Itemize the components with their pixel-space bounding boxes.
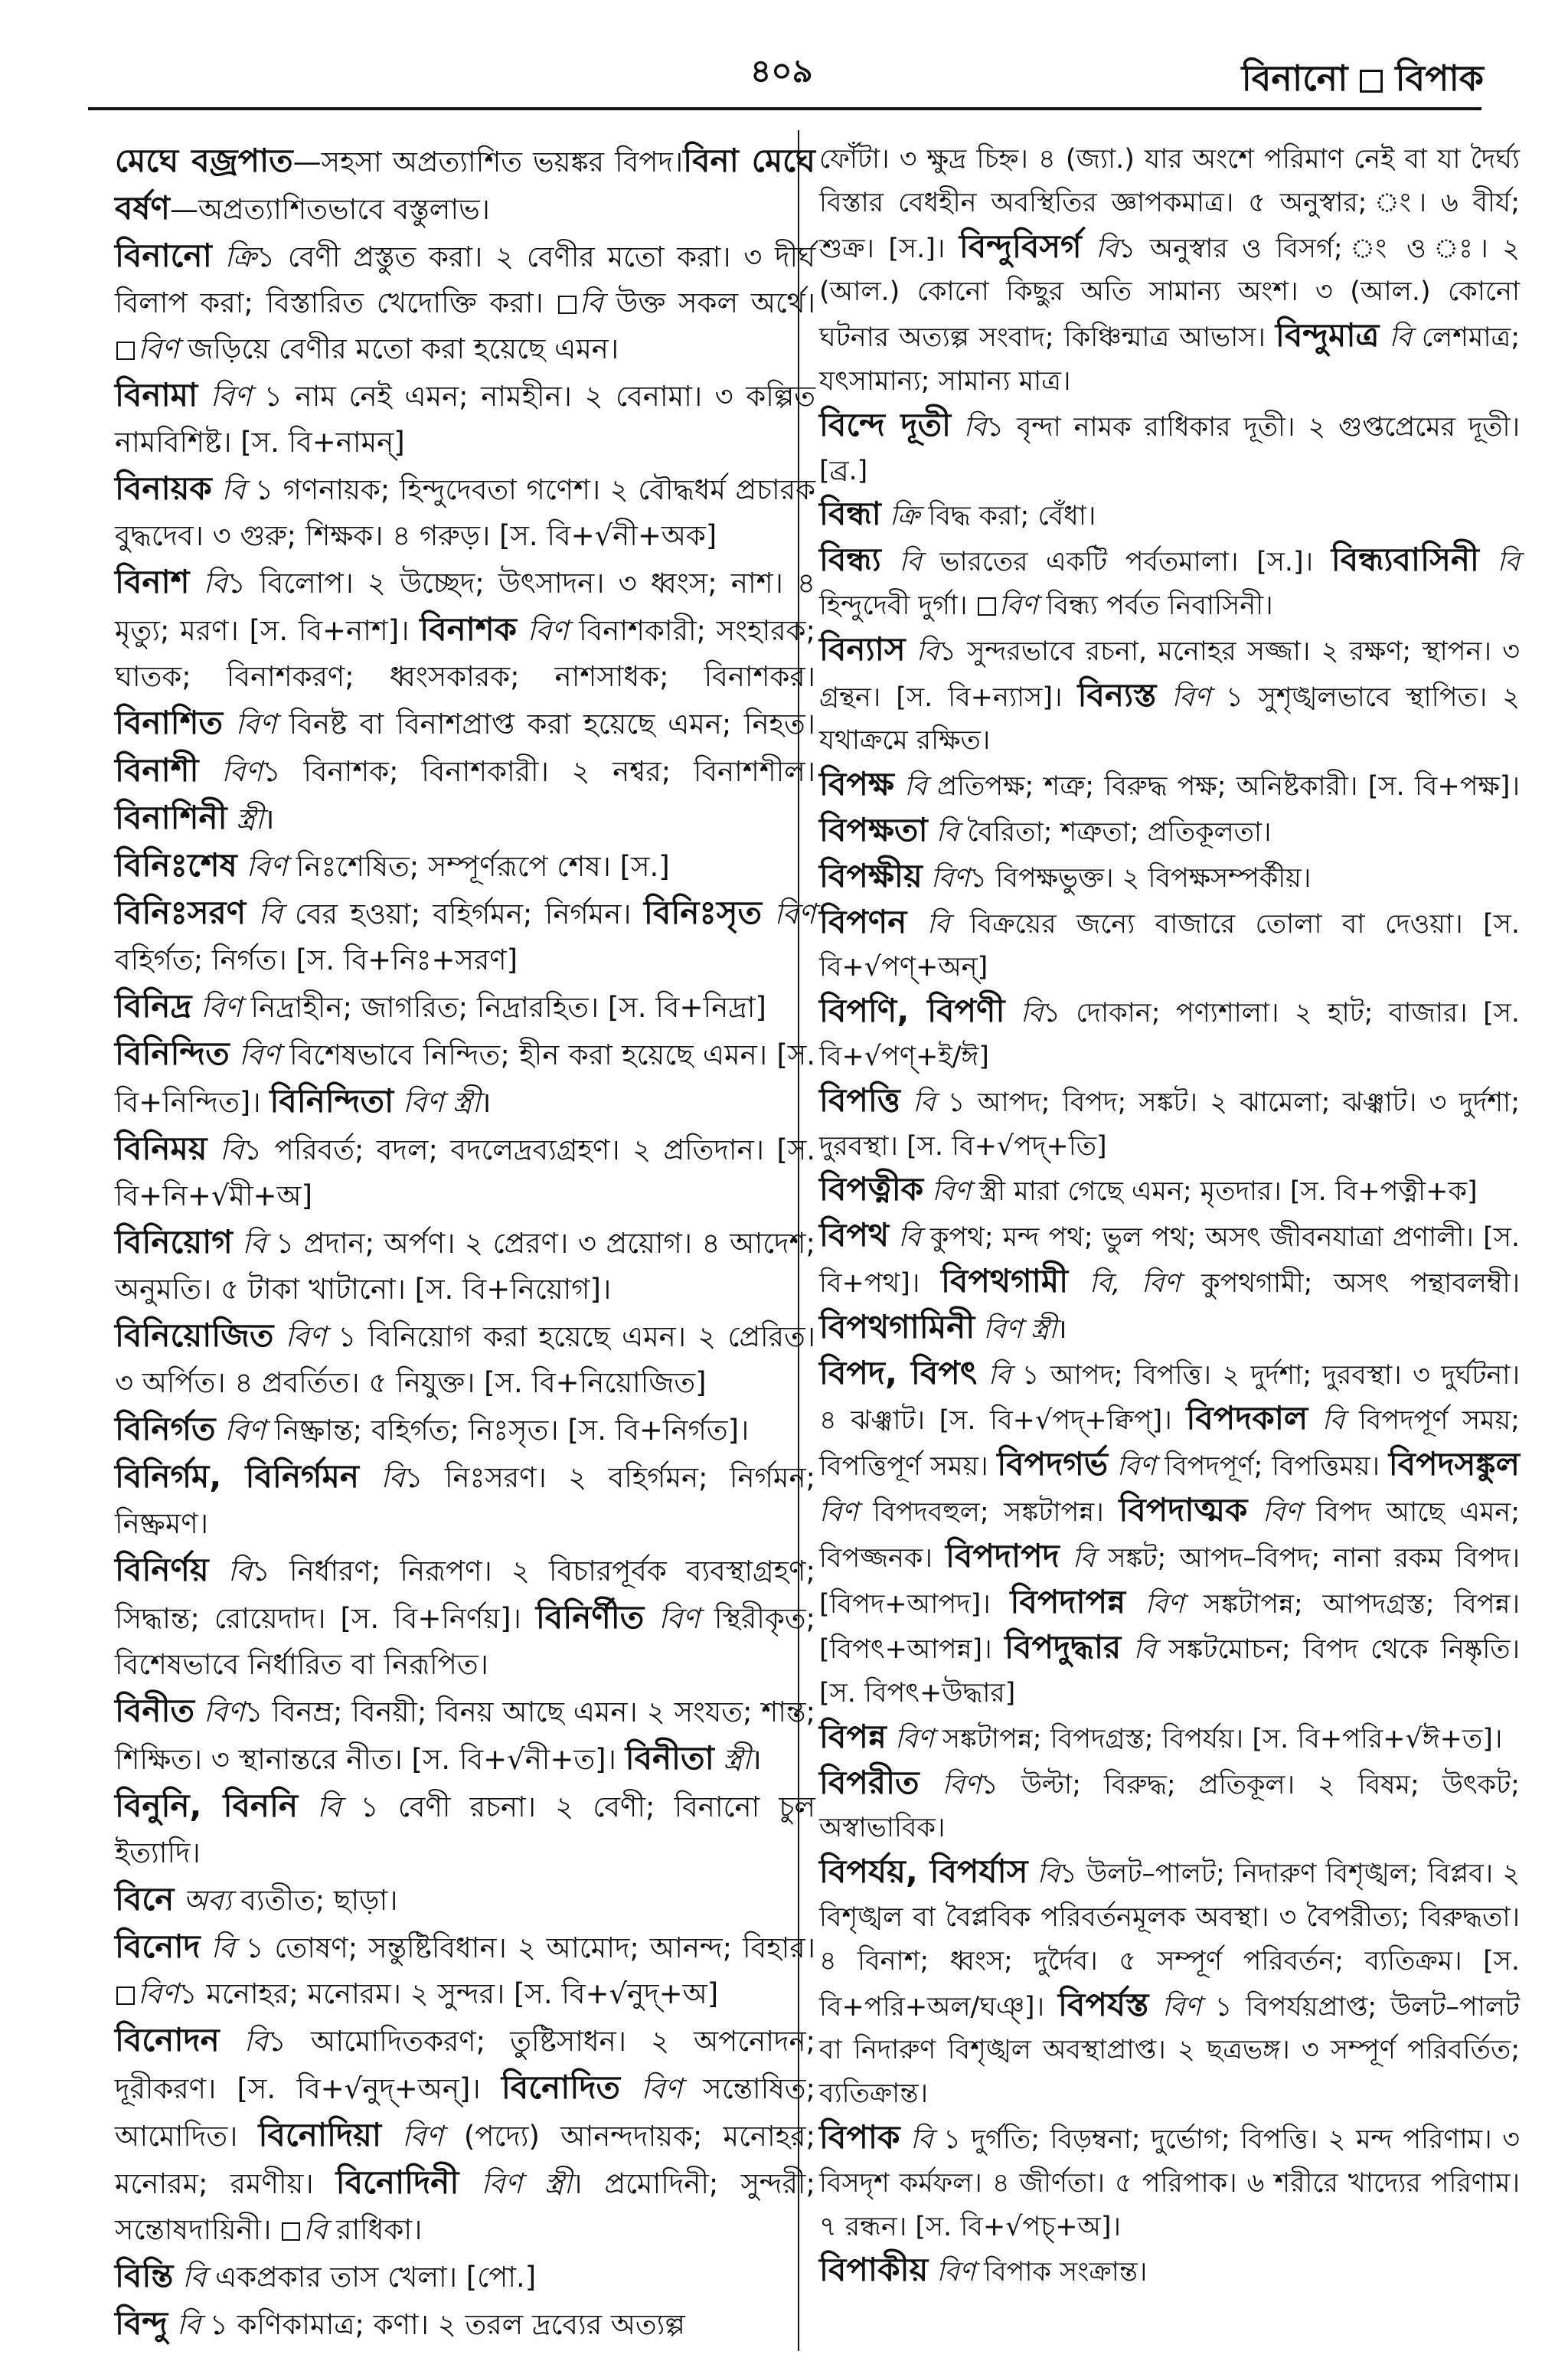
- definition-text: রাধিকা।: [327, 2213, 423, 2246]
- definition-text: ১ তোষণ; সন্তুষ্টিবিধান। ২ আমোদ; আনন্দ; বিহার।: [234, 1931, 815, 1964]
- part-of-speech: বিণ: [381, 2120, 443, 2153]
- headword: বিপাকীয়: [819, 2251, 929, 2289]
- part-of-speech: বিণ: [194, 1695, 245, 1728]
- headword: বিপদসঙ্কুল: [1388, 1445, 1520, 1483]
- definition-text: বিদ্ধ করা; বেঁধা।: [920, 501, 1096, 532]
- headword: বিনিঃসৃত: [643, 894, 763, 931]
- part-of-speech: বিণ: [273, 1320, 327, 1353]
- part-of-speech: বি: [1027, 1859, 1060, 1890]
- part-of-speech: বিণ: [998, 590, 1038, 621]
- dictionary-entry: [115, 2300, 815, 2348]
- headword: বিনির্ণয়: [115, 1551, 209, 1588]
- part-of-speech: বি: [208, 1555, 252, 1588]
- square-box-icon: [116, 1987, 135, 2005]
- part-of-speech: বিণ স্ত্রী: [459, 2167, 573, 2200]
- dictionary-entry: [819, 1715, 1520, 1761]
- part-of-speech: বি: [1379, 322, 1412, 354]
- dictionary-entry: [115, 1547, 815, 1688]
- header-rule: [88, 107, 1481, 110]
- square-box-icon: [1360, 70, 1383, 93]
- headword: বিনিন্দিত: [115, 1035, 230, 1072]
- dictionary-entry: [115, 1454, 815, 1547]
- part-of-speech: বিণ: [198, 755, 263, 788]
- definition-text: ১ আমোদিতকরণ; তুষ্টিসাধন। ২ অপনোদন; দূরীকরণ। [স. বি+√নুদ্+অন্]।: [115, 2025, 815, 2105]
- part-of-speech: বি: [200, 1931, 235, 1964]
- part-of-speech: বিণ: [922, 862, 970, 894]
- part-of-speech: বিণ স্ত্রী: [975, 1313, 1057, 1345]
- part-of-speech: বি: [1478, 547, 1520, 578]
- definition-text: ১ নিঃসরণ। ২ বহির্গমন; নির্গমন; নিষ্ক্রমণ।: [115, 1461, 815, 1540]
- part-of-speech: বি: [168, 2308, 201, 2341]
- headword: বিন্দুবিসর্গ: [959, 227, 1082, 265]
- definition-text: লেশমাত্র; যৎসামান্য; সামান্য মাত্র।: [819, 322, 1520, 397]
- square-box-icon: [558, 296, 577, 314]
- headword: বিনির্গত: [115, 1410, 216, 1447]
- part-of-speech: বি: [1308, 1405, 1345, 1437]
- dictionary-entry: [819, 1850, 1520, 2116]
- definition-text: জড়িয়ে বেণীর মতো করা হয়েছে এমন।: [178, 332, 619, 365]
- dictionary-entry: [819, 855, 1520, 901]
- definition-text: নিদ্রাহীন; জাগরিত; নিদ্রারহিত। [স. বি+নিদ্রা]: [241, 991, 766, 1024]
- part-of-speech: বিণ স্ত্রী: [394, 1086, 481, 1119]
- headword: বিন্ধা: [819, 495, 881, 533]
- guide-word-first: বিনানো: [1241, 57, 1348, 99]
- dictionary-entry: [115, 2017, 815, 2253]
- definition-text: —সহসা অপ্রত্যাশিত ভয়ঙ্কর বিপদ।: [292, 146, 684, 178]
- dictionary-entry: [819, 538, 1520, 628]
- headword: মেঘে বজ্রপাত: [115, 142, 293, 179]
- definition-text: স্থিরীকৃত; বিশেষভাবে নির্ধারিত বা নিরূপিত।: [115, 1602, 815, 1681]
- part-of-speech: বি, বিণ: [1068, 1267, 1181, 1299]
- part-of-speech: বি: [900, 1087, 936, 1118]
- definition-text: নিঃশেষিত; সম্পূর্ণরূপে শেষ। [স.]: [287, 850, 670, 883]
- square-box-icon: [282, 2222, 300, 2241]
- headword: বিনিয়োগ: [115, 1223, 233, 1261]
- dictionary-entry: [115, 1219, 815, 1313]
- headword: বিনোদিনী: [335, 2163, 459, 2201]
- part-of-speech: বিণ: [923, 1176, 971, 1208]
- headword: বিনিঃশেষ: [115, 846, 237, 884]
- headword: বিন্ধ্যবাসিনী: [1331, 541, 1479, 579]
- part-of-speech: বি: [905, 636, 939, 667]
- headword: বিনাশক: [420, 610, 518, 648]
- part-of-speech: ক্রি: [880, 501, 920, 532]
- part-of-speech: ক্রি: [211, 240, 257, 273]
- dictionary-entry: [115, 1688, 815, 1783]
- headword: বিনাশী: [115, 751, 199, 789]
- definition-text: ১ বিলোপ। ২ উচ্ছেদ; উৎসাদন। ৩ ধ্বংস; নাশ। ৪ মৃত্যু; মরণ। [স. বি+নাশ]।: [115, 567, 815, 647]
- headword: বিনাশ: [115, 563, 190, 600]
- definition-text: বিপদ আছে এমন; বিপজ্জনক।: [819, 1496, 1520, 1574]
- part-of-speech: বি: [189, 567, 227, 600]
- headword: বিনামা: [115, 376, 198, 414]
- part-of-speech: বিণ: [198, 380, 252, 413]
- headword: বিপদগর্ভ: [997, 1445, 1109, 1483]
- definition-text: বিপদপূর্ণ; বিপত্তিময়।: [1155, 1451, 1389, 1483]
- dictionary-entry: [819, 1079, 1520, 1169]
- dictionary-entry: [115, 1126, 815, 1219]
- part-of-speech: বি: [893, 771, 927, 803]
- part-of-speech: বিণ: [517, 614, 569, 647]
- part-of-speech: বিণ: [215, 1414, 266, 1447]
- part-of-speech: বিণ: [762, 898, 815, 930]
- headword: বিনাশিত: [115, 704, 224, 741]
- definition-text: একপ্রকার তাস খেলা। [পো.]: [206, 2261, 537, 2294]
- dictionary-entry: [819, 2116, 1520, 2248]
- part-of-speech: বি: [927, 816, 959, 848]
- definition-text: ১ আপদ; বিপদ; সঙ্কট। ২ ঝামেলা; ঝঞ্ঝাট। ৩ দুর্দশা; দুরবস্থা। [স. বি+√পদ্+তি]: [819, 1087, 1520, 1162]
- dictionary-entry: [115, 1783, 815, 1876]
- definition-text: সন্তোষিত; আমোদিত।: [115, 2072, 815, 2153]
- part-of-speech: বি: [246, 898, 283, 930]
- headword: বিনীত: [115, 1692, 194, 1729]
- definition-text: ১ বিপর্যয়প্রাপ্ত; উলট–পালট বা নিদারুণ বিশৃঙ্খল অবস্থাপ্রাপ্ত। ২ ছত্রভঙ্গ। ৩ সম্পূর্ণ পরিবর্তিত; ব্যতিক্রান্ত।: [819, 1991, 1520, 2110]
- headword: বিন্দে দূতী: [819, 405, 951, 443]
- dictionary-entry: [819, 1168, 1520, 1214]
- dictionary-entry: [819, 1761, 1520, 1851]
- headword: বিপণন: [819, 902, 907, 940]
- headword: বিপক্ষীয়: [819, 856, 923, 894]
- part-of-speech: বি: [358, 1461, 405, 1494]
- left-column: [115, 138, 815, 2348]
- part-of-speech: বিণ: [620, 2072, 682, 2105]
- part-of-speech: বি: [298, 1790, 341, 1823]
- right-column: [819, 138, 1520, 2294]
- definition-text: ১ বিনাশক; বিনাশকারী। ২ নশ্বর; বিনাশশীল।: [262, 755, 815, 788]
- definition-text: কুপথ; মন্দ পথ; ভুল পথ; অসৎ জীবনযাত্রা প্রণালী। [স. বি+পথ]।: [819, 1222, 1520, 1299]
- headword: বিন্যস্ত: [1077, 675, 1157, 714]
- page-header: [0, 23, 1568, 107]
- part-of-speech: বি: [1121, 1634, 1157, 1666]
- definition-text: ব্যতীত; ছাড়া।: [231, 1884, 398, 1917]
- headword: বিনিন্দিতা: [270, 1082, 394, 1120]
- part-of-speech: বিণ: [1125, 1588, 1184, 1620]
- definition-text: সঙ্কট; আপদ–বিপদ; নানা রকম বিপদ। [বিপদ+আপদ]।: [819, 1542, 1520, 1620]
- headword: বিপদাত্মক: [1119, 1490, 1248, 1529]
- definition-text: বিন্ধ্য পর্বত নিবাসিনী।: [1037, 590, 1273, 621]
- definition-text: উক্ত সকল অর্থে।: [603, 286, 815, 319]
- headword: বিপত্নীক: [819, 1170, 924, 1208]
- definition-text: প্রতিপক্ষ; শত্রু; বিরুদ্ধ পক্ষ; অনিষ্টকারী। [স. বি+পক্ষ]।: [926, 771, 1520, 803]
- part-of-speech: বিণ: [138, 1977, 179, 2010]
- definition-text: বিক্রয়ের জন্যে বাজারে তোলা বা দেওয়া। [স. বি+√পণ্+অন্]: [819, 908, 1520, 983]
- part-of-speech: বিণ: [191, 991, 242, 1024]
- headword: বিপদ, বিপৎ: [819, 1353, 978, 1391]
- part-of-speech: বি: [207, 1133, 244, 1166]
- definition-text: বিনাশকারী; সংহারক; ঘাতক; বিনাশকরণ; ধ্বংসকারক; নাশসাধক; বিনাশকর।: [115, 614, 815, 693]
- dictionary-entry: [115, 559, 815, 842]
- headword: বিনুনি, বিননি: [115, 1787, 299, 1824]
- definition-text: ।: [1057, 1313, 1067, 1345]
- headword: বিন্যাস: [819, 629, 906, 668]
- headword: বিনিয়োজিত: [115, 1316, 274, 1354]
- headword: বিনোদ: [115, 1928, 201, 1965]
- definition-text: ১ নির্ধারণ; নিরূপণ। ২ বিচারপূর্বক ব্যবস্থাগ্রহণ; সিদ্ধান্ত; রোয়েদাদ। [স. বি+নির্ণয়]।: [115, 1555, 815, 1635]
- headword: বিনা মেঘে বর্ষণ: [115, 142, 815, 227]
- headword: বিনোদিত: [501, 2068, 621, 2106]
- headword: বিনোদন: [115, 2021, 220, 2058]
- dictionary-entry: [115, 2253, 815, 2300]
- dictionary-entry: [115, 1924, 815, 2017]
- headword: বিপরীত: [819, 1763, 920, 1801]
- part-of-speech: বিণ: [1148, 1991, 1201, 2022]
- headword: বিপথগামিনী: [819, 1307, 975, 1346]
- headword: বিনোদিয়া: [258, 2116, 382, 2153]
- part-of-speech: বিণ: [1247, 1496, 1302, 1528]
- headword: বিপদকাল: [1186, 1399, 1308, 1437]
- dictionary-entry: [819, 763, 1520, 855]
- headword: বিপন্ন: [819, 1717, 887, 1755]
- headword: বিপথ: [819, 1216, 890, 1254]
- dictionary-entry: [115, 1406, 815, 1454]
- part-of-speech: বি: [900, 2124, 933, 2156]
- headword: বিপণি, বিপণী: [819, 992, 1005, 1030]
- definition-text: বিশেষভাবে নিন্দিত; হীন করা হয়েছে এমন। [স. বি+নিন্দিত]।: [115, 1038, 815, 1119]
- definition-text: বিপদপূর্ণ সময়; বিপত্তিপূর্ণ সময়।: [819, 1405, 1520, 1483]
- dictionary-entry: [115, 1876, 815, 1924]
- definition-text: বহির্গত; নির্গত। [স. বি+নিঃ+সরণ]: [115, 943, 518, 976]
- part-of-speech: বি: [173, 2261, 207, 2294]
- dictionary-entry: [819, 2248, 1520, 2294]
- definition-text: ১ মনোহর; মনোরম। ২ সুন্দর। [স. বি+√নুদ্+অ]: [178, 1977, 719, 2010]
- part-of-speech: বিণ: [229, 1038, 280, 1071]
- definition-text: ১ অনুস্বার ও বিসর্গ; ং ও ঃ। ২ (আল.) কোনো কিছুর অতি সামান্য অংশ। ৩ (আল.) কোনো ঘটনার অত্যল্প সংবাদ; কিঞ্চিন্মাত্র আভাস।: [819, 233, 1520, 354]
- definition-text: বিনষ্ট বা বিনাশপ্রাপ্ত করা হয়েছে এমন; নিহত।: [276, 708, 815, 741]
- definition-text: ।: [263, 803, 275, 835]
- definition-text: ১ বিনিয়োগ করা হয়েছে এমন। ২ প্রেরিত। ৩ অর্পিত। ৪ প্রবর্তিত। ৫ নিযুক্ত। [স. বি+নিয়োজিত]: [115, 1320, 815, 1399]
- definition-text: ১ বৃন্দা নামক রাধিকার দূতী। ২ গুপ্তপ্রেমের দূতী। [ব্র.]: [819, 411, 1520, 486]
- definition-text: (পদ্যে) আনন্দদায়ক; মনোহর; মনোরম; রমণীয়।: [115, 2120, 815, 2200]
- part-of-speech: বি: [303, 2213, 328, 2246]
- headword: বিপাক: [819, 2118, 900, 2157]
- part-of-speech: বি: [889, 1222, 921, 1254]
- part-of-speech: বিণ: [223, 708, 277, 741]
- dictionary-entry: [115, 466, 815, 559]
- definition-text: ১ কণিকামাত্র; কণা। ২ তরল দ্রব্যের অত্যল্প: [201, 2308, 685, 2341]
- dictionary-entry: [819, 138, 1520, 404]
- headword: বিনানো: [115, 237, 212, 274]
- dictionary-entry: [115, 1313, 815, 1406]
- definition-text: ভারতের একটি পর্বতমালা। [স.]।: [921, 547, 1331, 578]
- part-of-speech: বি: [950, 411, 987, 443]
- square-box-icon: [978, 597, 996, 616]
- headword: বিপথগামী: [941, 1261, 1069, 1300]
- part-of-speech: বি: [219, 2025, 268, 2058]
- definition-text: —অপ্রত্যাশিতভাবে বস্তুলাভ।: [169, 193, 490, 226]
- definition-text: ১ বেণী রচনা। ২ বেণী; বিনানো চুল ইত্যাদি।: [115, 1790, 815, 1869]
- dictionary-entry: [115, 233, 815, 372]
- definition-text: ১ দোকান; পণ্যশালা। ২ হাট; বাজার। [স. বি+√পণ্+ই/ঈ]: [819, 998, 1520, 1072]
- definition-text: বিপদবহুল; সঙ্কটাপন্ন।: [858, 1496, 1119, 1528]
- definition-text: সঙ্কটাপন্ন; বিপদগ্রস্ত; বিপর্যয়। [স. বি+পরি+√ঈ+ত]।: [933, 1723, 1503, 1754]
- headword: বিপর্যয়, বিপর্যাস: [819, 1852, 1028, 1891]
- headword: বিপদুদ্ধার: [1004, 1628, 1122, 1666]
- definition-text: ১ বিনম্র; বিনয়ী; বিনয় আছে এমন। ২ সংযত; শান্ত; শিক্ষিত। ৩ স্থানান্তরে নীত। [স. বি+√নী+ত]।: [115, 1695, 815, 1776]
- definition-text: সঙ্কটমোচন; বিপদ থেকে নিষ্কৃতি। [স. বিপৎ+উদ্ধার]: [819, 1634, 1520, 1709]
- headword: বিন্দুমাত্র: [1275, 316, 1380, 355]
- headword: বিপর্যস্ত: [1057, 1985, 1149, 2023]
- dictionary-entry: [819, 628, 1520, 763]
- headword: বিনির্ণীত: [535, 1598, 645, 1636]
- part-of-speech: বি: [906, 908, 950, 940]
- definition-text: বের হওয়া; বহির্গমন; নির্গমন।: [282, 898, 644, 930]
- page-number: ৪০৯: [750, 52, 813, 90]
- definition-text: কুপথগামী; অসৎ পন্থাবলম্বী।: [1180, 1267, 1520, 1299]
- definition-text: ১ নাম নেই এমন; নামহীন। ২ বেনামা। ৩ কল্পিত নামবিশিষ্ট। [স. বি+নামন্]: [115, 380, 815, 459]
- definition-text: । প্রমোদিনী; সুন্দরী; সন্তোষদায়িনী।: [115, 2167, 815, 2246]
- headword: বিনির্গম, বিনির্গমন: [115, 1457, 359, 1495]
- definition-text: বিপাক সংক্রান্ত।: [975, 2257, 1148, 2288]
- part-of-speech: বি: [579, 286, 603, 319]
- dictionary-entry: [115, 890, 815, 983]
- dictionary-entry: [819, 989, 1520, 1079]
- definition-text: ।: [750, 1743, 762, 1776]
- part-of-speech: বিণ: [819, 1496, 858, 1528]
- definition-text: সঙ্কটাপন্ন; আপদগ্রস্ত; বিপন্ন। [বিপৎ+আপন্ন]।: [819, 1588, 1520, 1666]
- definition-text: ১ গণনায়ক; হিন্দুদেবতা গণেশ। ২ বৌদ্ধধর্ম প্রচারক বুদ্ধদেব। ৩ গুরু; শিক্ষক। ৪ গরুড়। [স. বি+√নী+অক]: [115, 473, 815, 552]
- definition-text: ।: [480, 1086, 492, 1119]
- headword: বিপদাপদ: [945, 1536, 1060, 1574]
- headword: বিনীতা: [625, 1739, 714, 1777]
- part-of-speech: স্ত্রী: [714, 1743, 751, 1776]
- headword: বিনিদ্র: [115, 987, 192, 1025]
- definition-text: ১ সুন্দরভাবে রচনা, মনোহর সজ্জা। ২ রক্ষণ; স্থাপন। ৩ গ্রন্থন। [স. বি+ন্যাস]।: [819, 636, 1520, 713]
- headword: বিন্তি: [115, 2257, 174, 2294]
- part-of-speech: বিণ: [928, 2257, 976, 2288]
- definition-text: ১ দুর্গতি; বিড়ম্বনা; দুর্ভোগ; বিপত্তি। ২ মন্দ পরিণাম। ৩ বিসদৃশ কর্মফল। ৪ জীর্ণতা। ৫ পরিপাক। ৬ শরীরে খাদ্যের পরিণাম। ৭ রন্ধন। [স. বি+√পচ্+অ]।: [819, 2124, 1520, 2242]
- dictionary-entry: [115, 983, 815, 1031]
- dictionary-entry: [819, 901, 1520, 990]
- dictionary-entry: [115, 1031, 815, 1126]
- headword: বিনিঃসরণ: [115, 894, 247, 931]
- definition-text: ১ পরিবর্ত; বদল; বদলেদ্রব্যগ্রহণ। ২ প্রতিদান। [স. বি+নি+√মী+অ]: [115, 1133, 815, 1212]
- guide-word-last: বিপাক: [1395, 57, 1484, 99]
- part-of-speech: বিণ: [919, 1769, 982, 1800]
- headword: বিন্দু: [115, 2304, 168, 2342]
- definition-text: ১ উলট–পালট; নিদারুণ বিশৃঙ্খল; বিপ্লব। ২ বিশৃঙ্খল বা বৈপ্লবিক পরিবর্তনমূলক অবস্থা। ৩ বৈপরীত্য; বিরুদ্ধতা। ৪ বিনাশ; ধ্বংস; দুর্দৈব। ৫ সম্পূর্ণ পরিবর্তন; ব্যতিক্রম। [স. বি+পরি+অল/ঘঞ্]।: [819, 1859, 1520, 2022]
- headword: বিপক্ষ: [819, 765, 894, 803]
- part-of-speech: বিণ: [644, 1602, 700, 1635]
- definition-text: ১ প্রদান; অর্পণ। ২ প্রেরণ। ৩ প্রয়োগ। ৪ আদেশ; অনুমতি। ৫ টাকা খাটানো। [স. বি+নিয়োগ]।: [115, 1227, 815, 1306]
- headword: বিন্ধ্য: [819, 541, 881, 579]
- headword: বিপদাপন্ন: [1010, 1582, 1126, 1620]
- dictionary-entry: [819, 1214, 1520, 1351]
- dictionary-entry: [115, 372, 815, 466]
- dictionary-entry: [819, 492, 1520, 538]
- definition-text: ১ উল্টা; বিরুদ্ধ; প্রতিকূল। ২ বিষম; উৎকট; অস্বাভাবিক।: [819, 1769, 1520, 1844]
- part-of-speech: বিণ: [237, 850, 288, 883]
- part-of-speech: বিণ: [886, 1723, 934, 1754]
- definition-text: বৈরিতা; শত্রুতা; প্রতিকূলতা।: [959, 816, 1272, 848]
- part-of-speech: বি: [1081, 233, 1119, 264]
- part-of-speech: বি: [977, 1359, 1011, 1391]
- part-of-speech: বিণ: [138, 332, 179, 365]
- dictionary-entry: [115, 138, 815, 233]
- headword: বিনায়ক: [115, 469, 212, 507]
- square-box-icon: [116, 342, 135, 360]
- guide-words: [1242, 52, 1484, 110]
- headword: বিনিময়: [115, 1130, 207, 1167]
- definition-text: নিষ্ক্রান্ত; বহির্গত; নিঃসৃত। [স. বি+নির্গত]।: [265, 1414, 750, 1447]
- definition-text: ১ বেণী প্রস্তুত করা। ২ বেণীর মতো করা। ৩ দীর্ঘ বিলাপ করা; বিস্তারিত খেদোক্তি করা।: [115, 240, 815, 319]
- part-of-speech: বি: [880, 547, 922, 578]
- headword: বিপক্ষতা: [819, 810, 928, 849]
- part-of-speech: অব্য: [174, 1884, 232, 1917]
- definition-text: হিন্দুদেবী দুর্গা।: [819, 590, 976, 621]
- part-of-speech: বিণ: [1108, 1451, 1156, 1483]
- headword: বিপত্তি: [819, 1081, 900, 1119]
- definition-text: ১ আপদ; বিপত্তি। ২ দুর্দশা; দুরবস্থা। ৩ দুর্ঘটনা। ৪ ঝঞ্ঝাট। [স. বি+√পদ্+ক্বিপ্]।: [819, 1359, 1520, 1437]
- part-of-speech: বি: [232, 1227, 266, 1260]
- dictionary-entry: [819, 1352, 1520, 1715]
- definition-text: ১ বিপক্ষভুক্ত। ২ বিপক্ষসম্পর্কীয়।: [969, 862, 1312, 894]
- headword: বিনে: [115, 1880, 175, 1918]
- definition-text: ফোঁটা। ৩ ক্ষুদ্র চিহ্ন। ৪ (জ্যা.) যার অংশে পরিমাণ নেই বা যা দৈর্ঘ্য বিস্তার বেধহীন অবস্থিতির জ্ঞাপকমাত্র। ৫ অনুস্বার; ং। ৬ বীর্য; শুক্র। [স.]।: [819, 144, 1520, 264]
- headword: বিনাশিনী: [115, 799, 227, 836]
- part-of-speech: বি: [1059, 1542, 1096, 1574]
- definition-text: স্ত্রী মারা গেছে এমন; মৃতদার। [স. বি+পত্নী+ক]: [970, 1176, 1478, 1208]
- part-of-speech: বি: [1004, 998, 1044, 1029]
- definition-text: ১ সুশৃঙ্খলভাবে স্থাপিত। ২ যথাক্রমে রক্ষিত।: [819, 682, 1520, 757]
- part-of-speech: বিণ: [1156, 682, 1211, 713]
- dictionary-entry: [115, 842, 815, 890]
- dictionary-entry: [819, 404, 1520, 493]
- part-of-speech: বি: [211, 473, 246, 506]
- part-of-speech: স্ত্রী: [227, 803, 264, 835]
